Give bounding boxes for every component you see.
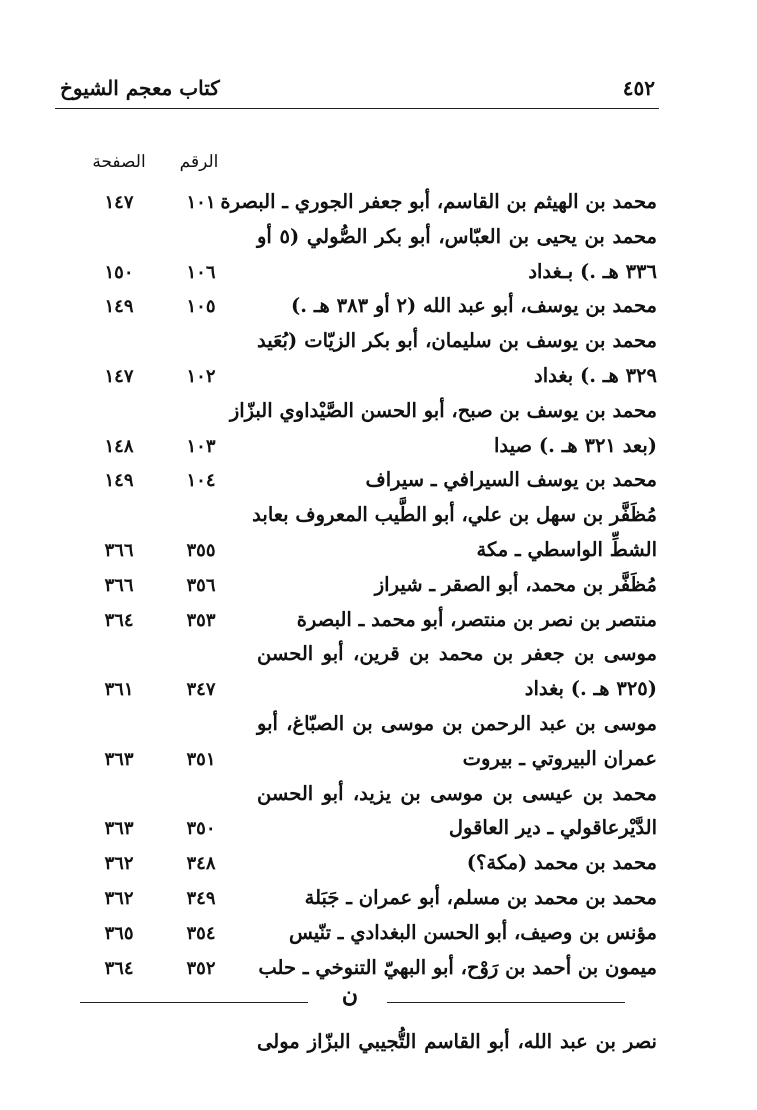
entry-line: مُظَفَّر بن محمد، أبو الصقر ـ شيراز — [374, 573, 657, 596]
entry-page: ٣٦٦ — [104, 575, 134, 596]
entry-line: محمد بن الهيثم بن القاسم، أبو جعفر الجوري ـ البصرة — [220, 190, 657, 213]
entry-line: محمد بن يوسف بن صبح، أبو الحسن الصَّيْداوي البزّاز — [229, 399, 657, 422]
entry-number: ٣٥٣ — [186, 610, 216, 631]
entry-number: ١٠١ — [186, 192, 216, 213]
separator-rule-right — [387, 1002, 625, 1003]
entry-number: ٣٥١ — [186, 749, 216, 770]
entry-number: ١٠٤ — [186, 470, 216, 491]
entry-line: عمران البيروتي ـ بيروت — [462, 747, 657, 770]
entry-page: ٣٦٢ — [104, 853, 134, 874]
entry-line: موسى بن جعفر بن محمد بن قرين، أبو الحسن — [257, 642, 657, 665]
entry-page: ٣٦١ — [104, 679, 134, 700]
entry-number: ١٠٢ — [186, 366, 216, 387]
entry-page: ٣٦٤ — [104, 610, 134, 631]
column-header-page: الصفحة — [92, 152, 146, 172]
entry-page: ٣٦٦ — [104, 540, 134, 561]
section-separator — [80, 982, 625, 1016]
entry-line: محمد بن محمد بن مسلم، أبو عمران ـ جَبَلة — [304, 886, 657, 909]
entry-page: ٣٦٢ — [104, 888, 134, 909]
entry-line: محمد بن يوسف بن سليمان، أبو بكر الزيّات (بُعَيد — [257, 329, 657, 352]
entry-number: ١٠٣ — [186, 436, 216, 457]
entry-page: ١٥٠ — [104, 262, 134, 283]
entry-number: ١٠٦ — [186, 262, 216, 283]
entry-line: ميمون بن أحمد بن رَوْح، أبو البهيّ التنوخي ـ حلب — [258, 956, 657, 979]
entry-line: محمد بن محمد (مكة؟) — [466, 851, 657, 874]
page-number: ٤٥٢ — [622, 76, 655, 100]
entry-page: ١٤٩ — [104, 470, 134, 491]
entry-page: ١٤٧ — [104, 192, 134, 213]
entry-number: ٣٤٨ — [186, 853, 216, 874]
entry-line: مُظَفَّر بن سهل بن علي، أبو الطَّيب المعروف بعابد — [252, 503, 657, 526]
entry-line: محمد بن يوسف، أبو عبد الله (٢ أو ٣٨٣ هـ .) — [291, 294, 657, 317]
entry-number: ٣٥٤ — [186, 923, 216, 944]
entry-line: ٣٣٦ هـ .) بـغداد — [528, 260, 657, 283]
entry-line: (٣٢٥ هـ .) بغداد — [524, 677, 657, 700]
entry-line: مؤنس بن وصيف، أبو الحسن البغدادي ـ تنّيس — [288, 921, 657, 944]
entry-page: ١٤٨ — [104, 436, 134, 457]
column-header-number: الرقم — [179, 152, 219, 172]
entry-page: ٣٦٣ — [104, 749, 134, 770]
entry-number: ١٠٥ — [186, 296, 216, 317]
entry-number: ٣٥٢ — [186, 958, 216, 979]
entry-page: ١٤٧ — [104, 366, 134, 387]
entry-line: ٣٢٩ هـ .) بغداد — [534, 364, 657, 387]
entry-page: ٣٦٣ — [104, 818, 134, 839]
entry-line: منتصر بن نصر بن منتصر، أبو محمد ـ البصرة — [296, 608, 657, 631]
entry-page: ١٤٩ — [104, 296, 134, 317]
entry-line: محمد بن يحيى بن العبّاس، أبو بكر الصُّولي (٥ أو — [257, 225, 657, 248]
entry-number: ٣٤٩ — [186, 888, 216, 909]
section-letter: ن — [341, 982, 359, 1008]
header-rule — [55, 108, 659, 109]
separator-rule-left — [80, 1002, 308, 1003]
running-title: كتاب معجم الشيوخ — [60, 76, 220, 100]
entry-number: ٣٤٧ — [186, 679, 216, 700]
entry-page: ٣٦٤ — [104, 958, 134, 979]
entry-line: موسى بن عبد الرحمن بن موسى بن الصبّاغ، أبو — [257, 712, 657, 735]
entry-number: ٣٥٥ — [186, 540, 216, 561]
entry-line: (بعد ٣٢١ هـ .) صيدا — [494, 434, 657, 457]
entry-line: نصر بن عبد الله، أبو القاسم التُّجيبي البزّاز مولى — [257, 1030, 657, 1053]
entry-line: محمد بن عيسى بن موسى بن يزيد، أبو الحسن — [257, 782, 657, 805]
entry-number: ٣٥٠ — [186, 818, 216, 839]
entry-line: الشطِّ الواسطي ـ مكة — [476, 538, 657, 561]
entry-page: ٣٦٥ — [104, 923, 134, 944]
entry-line: محمد بن يوسف السيرافي ـ سيراف — [365, 468, 657, 491]
entry-number: ٣٥٦ — [186, 575, 216, 596]
entry-line: الدَّيْرعاقولي ـ دير العاقول — [448, 816, 657, 839]
